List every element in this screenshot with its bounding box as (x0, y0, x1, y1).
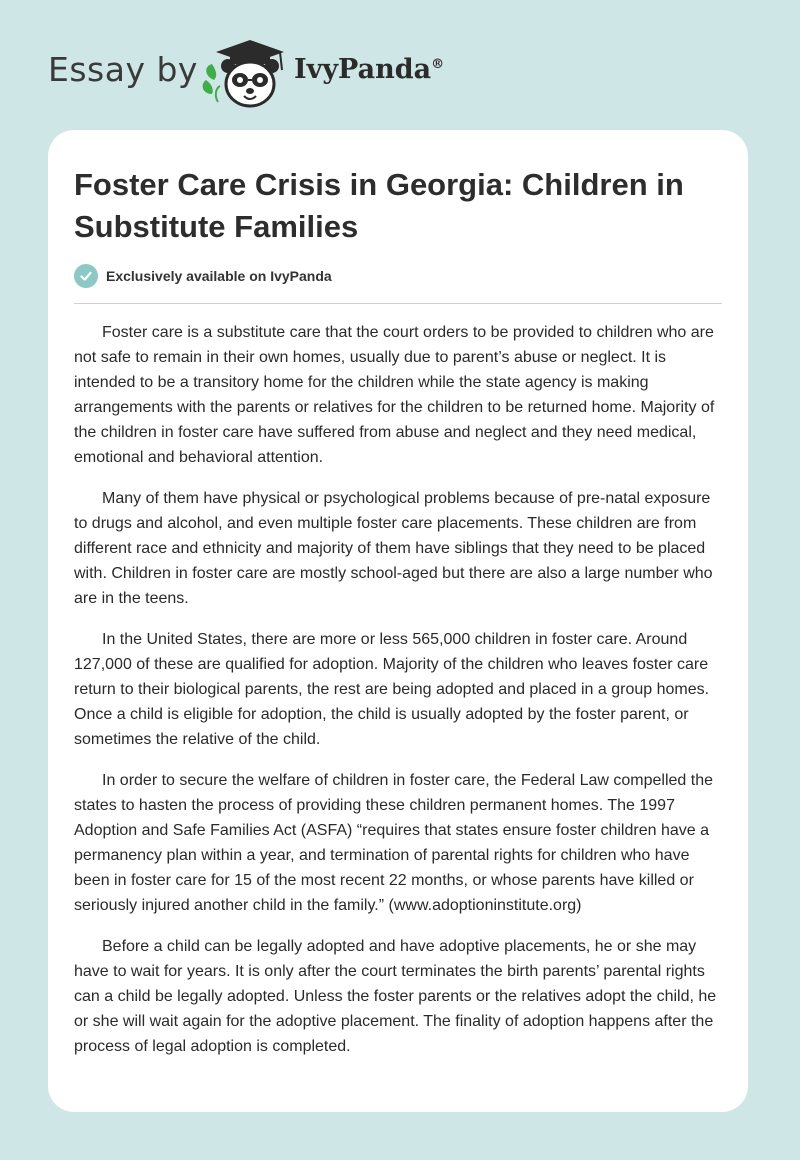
paragraph: In the United States, there are more or less 565,000 children in foster care. Around 127,000 of these are qualified for adoption. Majority of the children who leaves foster care return to their biological parents, the rest are being adopted and placed in a group homes. Once a child is eligible for adoption, the child is usually adopted by the foster parent, or sometimes the relative of the child. (74, 631, 710, 748)
essay-title: Foster Care Crisis in Georgia: Children in Substitute Families (74, 167, 684, 244)
brand-name: IvyPanda® (294, 54, 445, 85)
brand-prefix: Essay by (48, 50, 198, 89)
essay-card (48, 130, 748, 1112)
paragraph: Before a child can be legally adopted and have adoptive placements, he or she may have to wait for years. It is only after the court terminates the birth parents’ parental rights can a child be legally adopted. Unless the foster parents or the relatives adopt the child, he or she will wait again for the adoptive placement. The finality of adoption happens after the process of legal adoption is completed. (74, 938, 717, 1055)
site-header (0, 0, 800, 120)
badge-label: Exclusively available on IvyPanda (106, 268, 332, 284)
exclusive-badge (74, 264, 332, 288)
divider (74, 303, 722, 304)
panda-graduate-logo-icon[interactable] (200, 36, 292, 110)
paragraph: Foster care is a substitute care that the court orders to be provided to children who are not safe to remain in their own homes, usually due to parent’s abuse or neglect. It is intended to be a transitory home for the children while the state agency is making arrangements with the parents or relatives for the children to be returned home. Majority of the children in foster care have suffered from abuse and neglect and they need medical, emotional and behavioral attention. (74, 324, 715, 466)
paragraph: In order to secure the welfare of children in foster care, the Federal Law compelled the states to hasten the process of providing these children permanent homes. The 1997 Adoption and Safe Families Act (ASFA) “requires that states ensure foster children have a permanency plan within a year, and termination of parental rights for children who have been in foster care for 15 of the most recent 22 months, or whose parents have killed or seriously injured another child in the family.” (www.adoptioninstitute.org) (74, 772, 713, 914)
essay-body (74, 320, 726, 1075)
paragraph: Many of them have physical or psychological problems because of pre-natal exposure to drugs and alcohol, and even multiple foster care placements. These children are from different race and ethnicity and majority of them have siblings that they need to be placed with. Children in foster care are mostly school-aged but there are also a large number who are in the teens. (74, 490, 713, 607)
check-circle-icon (74, 264, 98, 288)
